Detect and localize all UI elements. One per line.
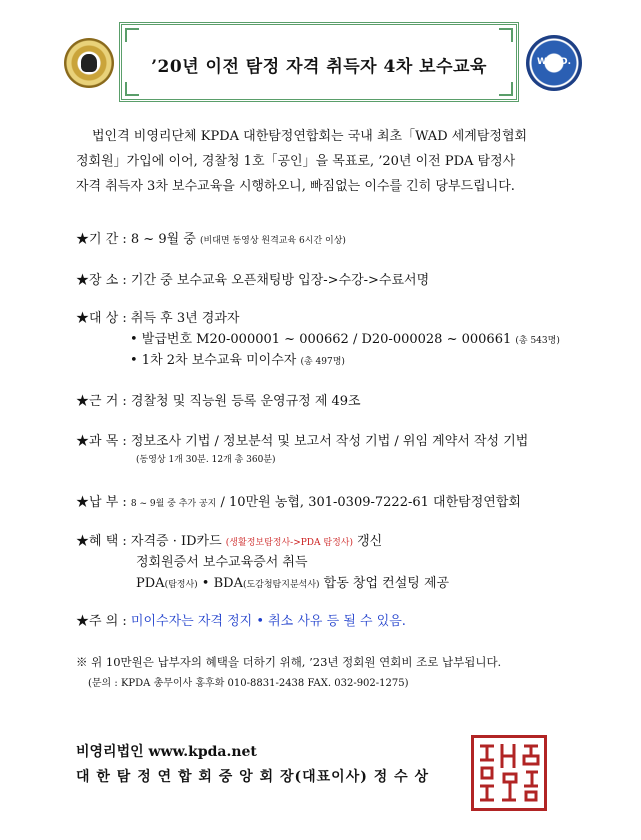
benefit-row: ★혜 택 : 자격증 · ID카드 (생활정보탐정사->PDA 탐정사) 갱신 [76,534,383,549]
footnote-line-1: ※ 위 10만원은 납부자의 혜택을 더하기 위해, ’23년 정회원 연회비 조로 납부됩니다. [76,655,502,669]
wad-emblem-right [526,35,582,91]
subject-row: ★과 목 : 정보조사 기법 / 정보분석 및 보고서 작성 기법 / 위임 계약서 작성 기법 [76,434,529,449]
wad-logo-text: W.A.D. [536,57,572,67]
place-row: ★장 소 : 기간 중 보수교육 오픈채팅방 입장->수강->수료서명 [76,273,430,288]
target-sub-1: • 발급번호 M20-000001 ~ 000662 / D20-000028 ~ 000661 (총 543명) [130,332,560,347]
intro-line-2: 정회원」가입에 이어, 경찰청 1호「공인」을 목표로, ’20년 이전 PDA 탐정사 [76,154,516,169]
subject-note: (동영상 1개 30분. 12개 총 360분) [136,455,276,465]
intro-line-3: 자격 취득자 3차 보수교육을 시행하오니, 빠짐없는 이수를 긴히 당부드립니다. [76,179,515,194]
payment-row: ★납 부 : 8 ~ 9월 중 추가 공지 / 10만원 농협, 301-0309-7222-61 대한탐정연합회 [76,495,521,510]
footer-signature: 대 한 탐 정 연 합 회 중 앙 회 장(대표이사) 정 수 상 [76,769,430,785]
footnote-contact: (문의 : KPDA 총무이사 홍후화 010-8831-2438 FAX. 032-902-1275) [88,678,409,689]
benefit-line-3: PDA(탐정사) • BDA(도감청탐지분석사) 합동 창업 컨설팅 제공 [136,576,450,591]
benefit-line-2: 정회원증서 보수교육증서 취득 [136,555,308,570]
page-title: ’20년 이전 탐정 자격 취득자 4차 보수교육 [151,57,487,77]
period-row: ★기 간 : 8 ~ 9월 중 (비대면 동영상 원격교육 6시간 이상) [76,232,346,247]
official-seal-stamp [471,735,547,811]
target-sub-2: • 1차 2차 보수교육 미이수자 (총 497명) [130,353,345,368]
basis-row: ★근 거 : 경찰청 및 직능원 등록 운영규정 제 49조 [76,394,361,409]
target-row: ★대 상 : 취득 후 3년 경과자 [76,311,240,326]
association-emblem-left [64,38,114,88]
intro-line-1: 법인격 비영리단체 KPDA 대한탐정연합회는 국내 최초「WAD 세계탐정협회 [92,129,528,144]
footer-website: 비영리법인 www.kpda.net [76,744,257,760]
notice-row: ★주 의 : 미이수자는 자격 정지 • 취소 사유 등 될 수 있음. [76,614,406,629]
title-frame [119,22,519,102]
